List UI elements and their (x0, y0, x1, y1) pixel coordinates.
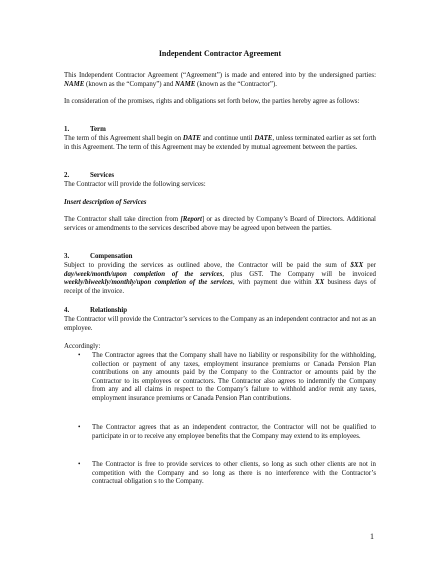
accordingly-label: Accordingly: (64, 343, 101, 350)
section-term-heading (64, 126, 106, 135)
comp-text-5: business days of receipt of the invoice. (64, 279, 376, 295)
section-number: 3. (64, 253, 70, 260)
frequency-placeholder: weekly/biweekly/monthly/upon completion of the services (64, 279, 233, 287)
direction-text-1: The Contractor shall take direction from (64, 216, 181, 223)
comp-text-3: , plus GST. The Company will be invoiced (222, 270, 376, 278)
end-date-placeholder: DATE (254, 135, 273, 142)
compensation-paragraph (64, 262, 376, 296)
report-placeholder: [Report (180, 216, 202, 223)
bullet-item-other-clients: The Contractor is free to provide services to other clients, so long as such other clients are not in competition with the Company and so long as there is no interference with the Contractor’s contractual obligation s to the Company. (92, 461, 376, 486)
bullet-icon: • (78, 352, 81, 359)
bullet-item-taxes: The Contractor agrees that the Company shall have no liability or responsibility for the withholding, collection or payment of any taxes, employment insurance premiums or Canada Pension Plan contributions on any amounts paid by the Company to the Contractor or amounts paid by the Contractor to its employees or contractors. The Contractor also agrees to indemnify the Company from any and all claims in respect to the Company’s failure to withhold and/or remit any taxes, employment insurance premiums or Canada Pension Plan contributions. (92, 352, 376, 402)
section-heading-text: Compensation (90, 253, 133, 260)
section-number: 1. (64, 126, 70, 133)
intro-paragraph (64, 72, 376, 89)
section-heading-text: Relationship (90, 307, 128, 314)
intro-text-2: (known as the “Company”) and (84, 80, 175, 88)
bullet-icon: • (78, 424, 81, 431)
term-text-2: and continue until (200, 135, 255, 142)
services-description-placeholder: Insert description of Services (64, 199, 147, 206)
intro-text-3: (known as the “Contractor”). (195, 80, 277, 88)
document-title: Independent Contractor Agreement (158, 49, 282, 58)
days-placeholder: XX (314, 279, 325, 287)
services-direction-paragraph (64, 216, 376, 233)
comp-text-1: Subject to providing the services as outlined above, the Contractor will be paid the sum of (64, 262, 351, 269)
term-paragraph (64, 135, 376, 152)
period-placeholder: day/week/month/upon completion of the services (64, 270, 223, 278)
comp-text-2: per (363, 262, 376, 269)
services-paragraph: The Contractor will provide the following services: (64, 181, 206, 188)
bullet-icon: • (78, 461, 81, 468)
page-number: 1 (370, 532, 374, 541)
comp-text-4: , with payment due within (232, 279, 315, 287)
start-date-placeholder: DATE (182, 135, 201, 142)
term-text-3: , unless terminated earlier as set forth in this Agreement. The term of this Agreement may be extended by mutual agreement between the parties. (64, 135, 377, 151)
company-name-placeholder: NAME (64, 80, 85, 88)
consideration-paragraph: In consideration of the promises, rights and obligations set forth below, the parties hereby agree as follows: (64, 98, 360, 105)
relationship-paragraph: The Contractor will provide the Contractor’s services to the Company as an independent contractor and not as an employee. (64, 316, 376, 332)
section-number: 2. (64, 172, 70, 179)
bullet-item-benefits: The Contractor agrees that as an independent contractor, the Contractor will not be qualified to participate in or to receive any employee benefits that the Company may extend to its employees. (92, 424, 376, 440)
section-compensation-heading (64, 253, 133, 262)
term-text-1: The term of this Agreement shall begin on (64, 135, 183, 142)
section-heading-text: Services (90, 172, 115, 179)
section-number: 4. (64, 307, 70, 314)
contractor-name-placeholder: NAME (175, 80, 196, 88)
section-services-heading (64, 172, 114, 181)
direction-text-2: ] or as directed by Company’s Board of Directors. Additional services or amendments to the services described above may be agreed upon between the parties. (64, 216, 376, 232)
intro-text-1: This Independent Contractor Agreement (“Agreement”) is made and entered into by the undersigned parties: (64, 72, 376, 79)
section-relationship-heading (64, 307, 127, 316)
section-heading-text: Term (90, 126, 106, 133)
amount-placeholder: $XX (350, 262, 364, 269)
